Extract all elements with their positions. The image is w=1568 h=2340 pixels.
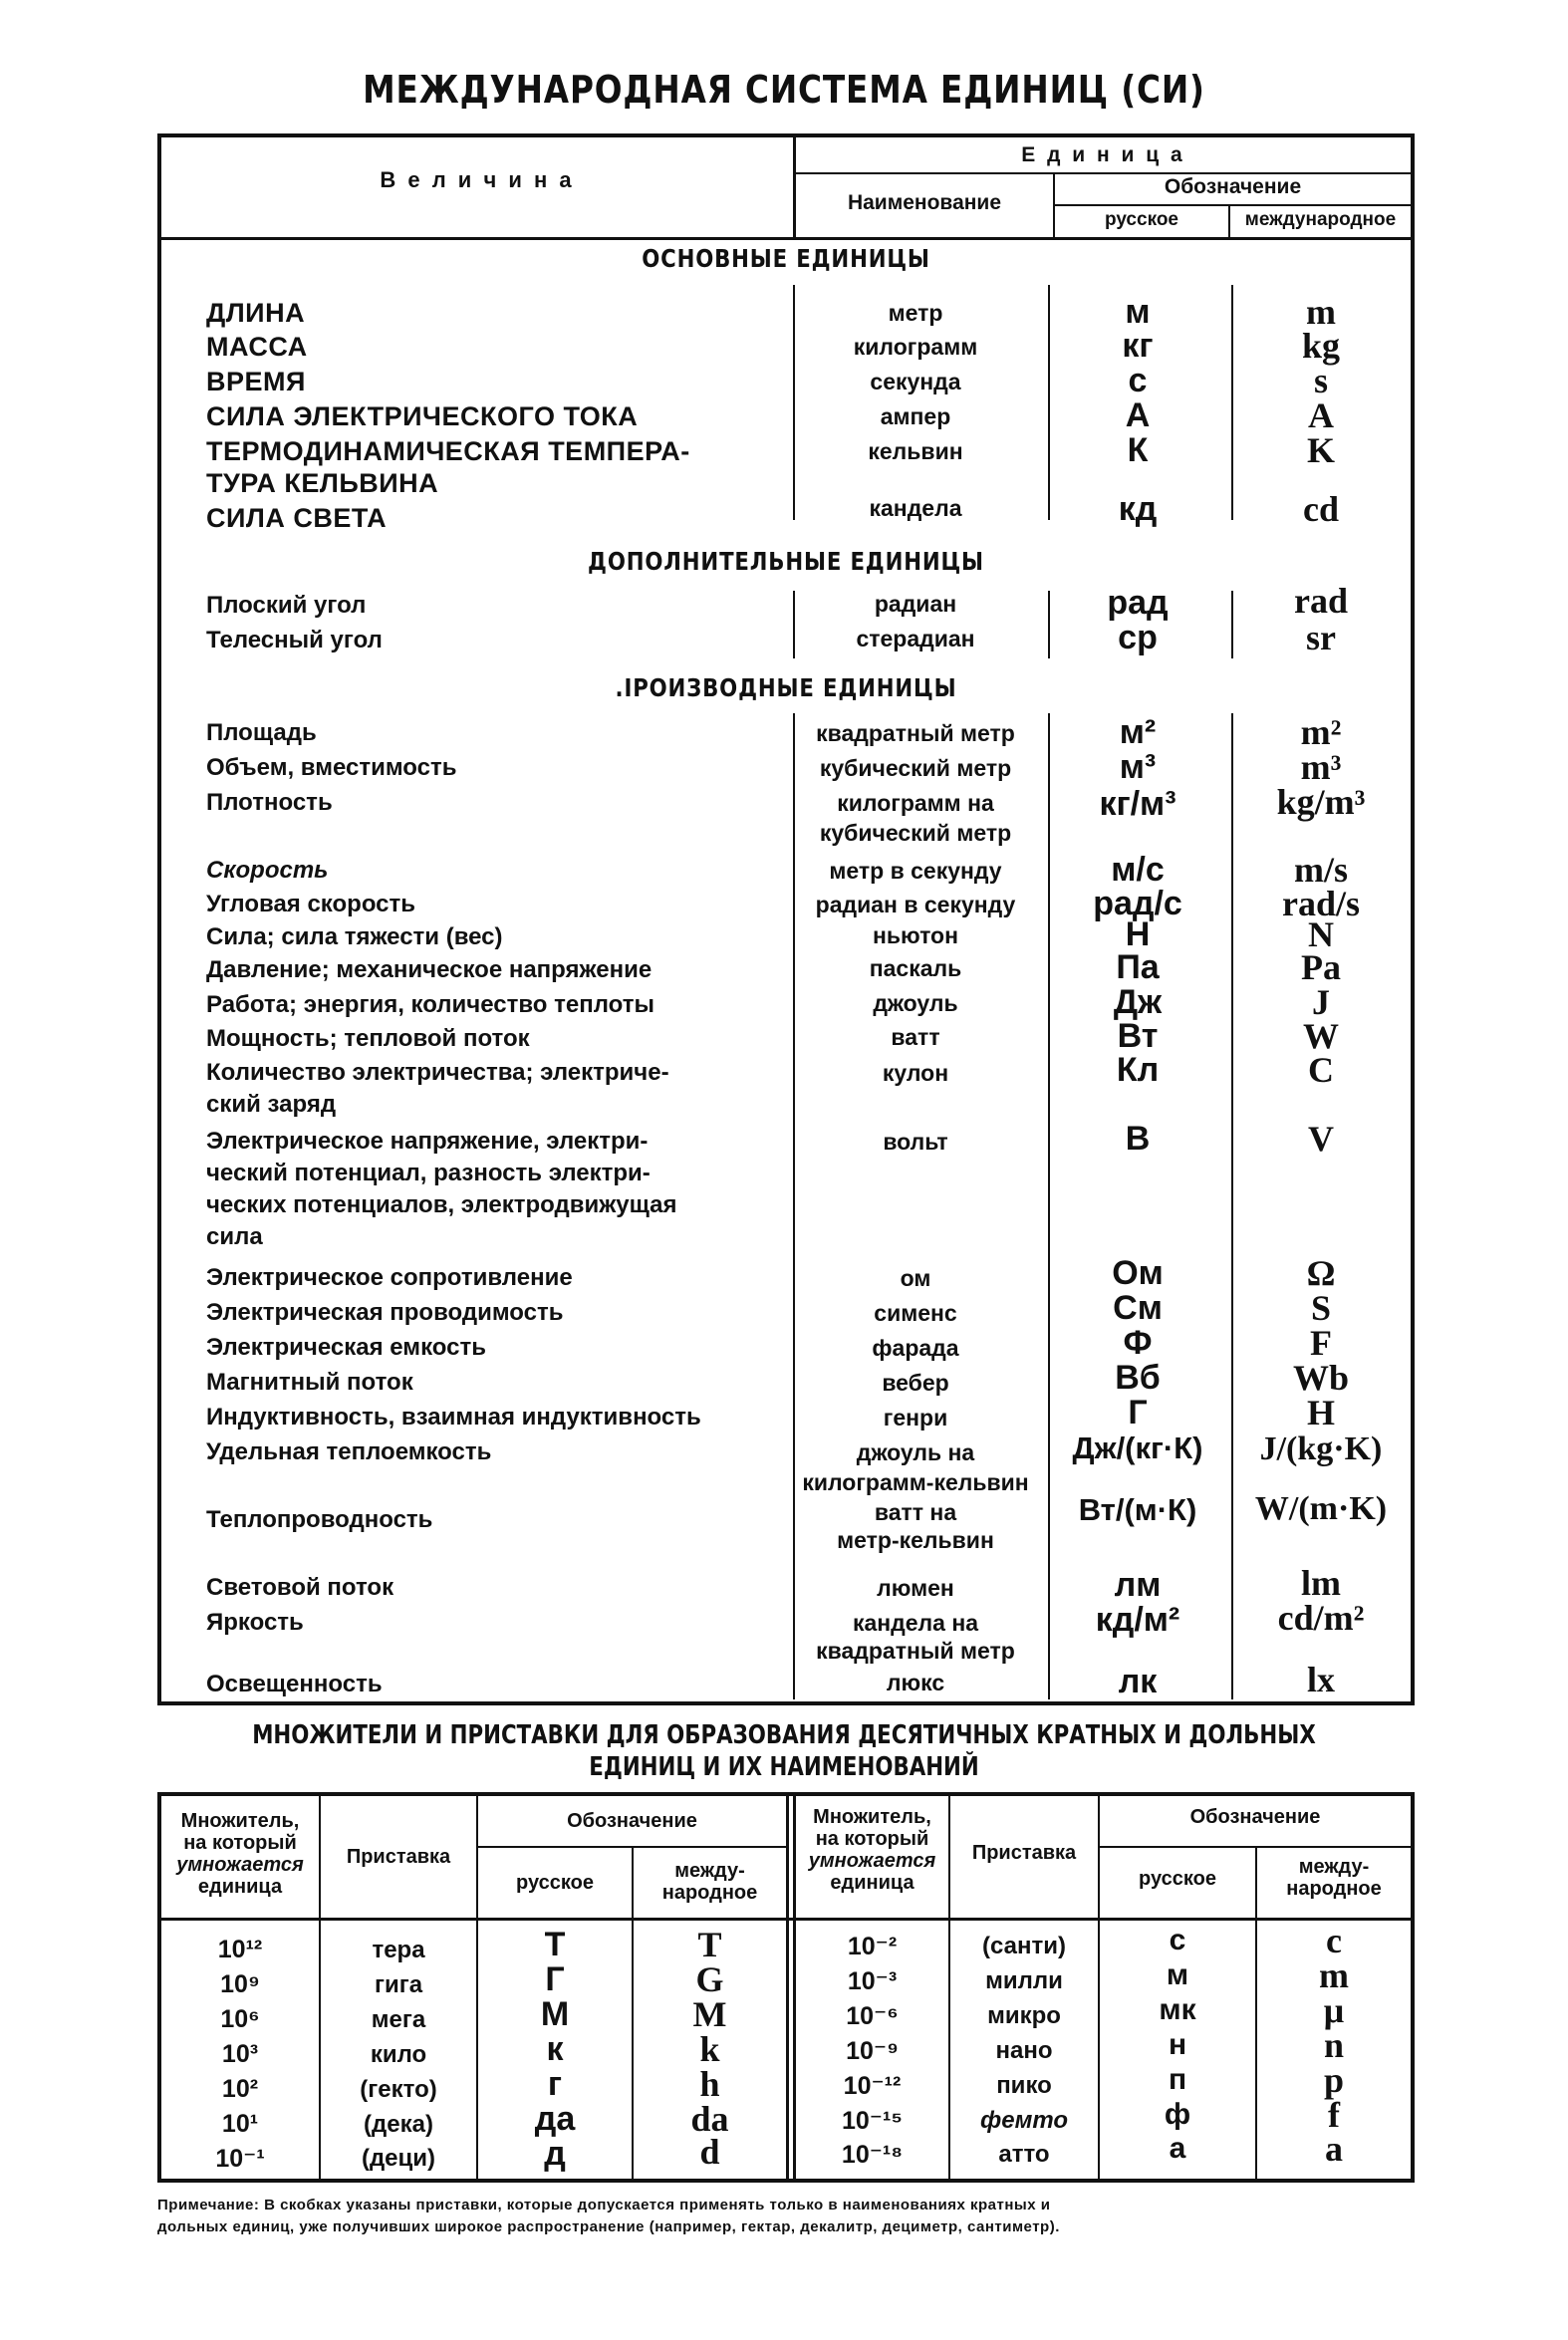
symbol-int-cell: S — [1310, 1288, 1332, 1328]
quantity-cell: Угловая скорость — [206, 891, 416, 917]
symbol-ru-cell: К — [1127, 431, 1149, 469]
symbol-ru-cell: Дж/(кг·К) — [1072, 1430, 1203, 1465]
footnote-line1: Примечание: В скобках указаны приставки, которые допускается применять только в наименованиях кратных и — [157, 2197, 1051, 2213]
quantity-cell: Объем, вместимость — [206, 754, 457, 781]
prefixes-title-line1: МНОЖИТЕЛИ И ПРИСТАВКИ ДЛЯ ОБРАЗОВАНИЯ ДЕСЯТИЧНЫХ КРАТНЫХ И ДОЛЬНЫХ — [252, 1720, 1316, 1750]
symbol-ru-cell: В — [1125, 1120, 1151, 1158]
symbol-ru-cell: кг — [1122, 327, 1154, 365]
multiplier-cell: 10¹ — [221, 2110, 259, 2138]
symbol-int-cell: m/s — [1294, 850, 1348, 890]
prefix-header-rule — [161, 1918, 1411, 1921]
multiplier-header — [161, 1810, 319, 1898]
prefix-header: Приставка — [346, 1846, 451, 1868]
symbol-ru-cell: лк — [1118, 1663, 1158, 1700]
unit-name-cell: кубический метр — [819, 755, 1012, 781]
quantity-cell: Освещенность — [206, 1671, 383, 1697]
symbol-int-cell: N — [1308, 914, 1334, 954]
designation-header-right: Обозначение — [1189, 1806, 1321, 1828]
prefix-cell: пико — [996, 2072, 1052, 2099]
unit-name-cell: люкс — [886, 1670, 945, 1695]
unit-name-cell: кулон — [882, 1060, 949, 1086]
symbol-int-cell: H — [1306, 1393, 1335, 1432]
quantity-cell: ТЕРМОДИНАМИЧЕСКАЯ ТЕМПЕРА- — [206, 436, 690, 466]
right-designation-rule — [1098, 1846, 1411, 1848]
symbol-ru-cell: м³ — [1119, 748, 1157, 786]
symbol-int-cell: A — [1308, 395, 1334, 435]
prefix-cell: тера — [372, 1937, 425, 1963]
symbol-int-cell: J/(kg·K) — [1259, 1430, 1383, 1467]
quantity-cell-cont: ТУРА КЕЛЬВИНА — [206, 468, 439, 498]
symbol-int-cell: da — [690, 2099, 729, 2139]
header-unit: Е д и н и ц а — [1021, 143, 1185, 166]
symbol-ru-cell: Дж — [1113, 983, 1163, 1021]
unit-name-cell-cont: метр-кельвин — [837, 1527, 994, 1553]
symbol-int-cell: μ — [1323, 1990, 1345, 2030]
unit-name-cell: ампер — [880, 403, 951, 429]
prefix-cell: гига — [374, 1971, 423, 1998]
multiplier-cell: 10⁻¹⁸ — [841, 2141, 904, 2169]
multiplier-header-line4: единица — [197, 1876, 283, 1898]
prefix-cell: мега — [371, 2006, 426, 2033]
symbol-ru-cell: Вт/(м·К) — [1078, 1492, 1197, 1527]
symbol-int-cell: sr — [1306, 618, 1336, 657]
unit-name-cell: радиан в секунду — [815, 892, 1016, 917]
symbol-int-cell: s — [1313, 361, 1328, 400]
symbol-ru-cell: Вб — [1115, 1359, 1161, 1397]
quantity-cell: Плоский угол — [206, 592, 367, 619]
quantity-cell: СИЛА ЭЛЕКТРИЧЕСКОГО ТОКА — [206, 401, 639, 431]
quantity-cell: Магнитный поток — [206, 1369, 413, 1396]
unit-name-cell: килограмм на — [837, 790, 994, 816]
prefix-cell: нано — [995, 2037, 1053, 2064]
unit-name-cell: ньютон — [872, 922, 958, 948]
symbol-ru-cell: м² — [1119, 713, 1157, 751]
international-header-line2: народное — [1286, 1878, 1382, 1900]
symbol-int-cell: d — [699, 2132, 720, 2172]
multiplier-header-right — [796, 1806, 948, 1894]
symbol-int-cell: p — [1323, 2060, 1345, 2100]
unit-name-cell-cont: килограмм-кельвин — [802, 1469, 1029, 1495]
quantity-cell: СИЛА СВЕТА — [206, 503, 388, 533]
left-designation-rule — [476, 1846, 786, 1848]
international-header-line2: народное — [661, 1882, 758, 1904]
unit-name-cell: фарада — [872, 1335, 959, 1361]
unit-name-cell: секунда — [870, 369, 961, 394]
quantity-cell-cont: ческий потенциал, разность электри- — [206, 1160, 651, 1186]
quantity-cell-cont: сила — [206, 1223, 263, 1250]
multiplier-cell: 10⁻¹ — [215, 2145, 265, 2173]
symbol-int-cell: cd — [1303, 489, 1339, 529]
symbol-ru-cell: ф — [1164, 2098, 1191, 2131]
multiplier-cell: 10⁻⁶ — [846, 2002, 899, 2030]
prefix-cell: (деци) — [361, 2145, 436, 2172]
symbol-int-cell: lm — [1301, 1563, 1341, 1603]
unit-name-cell-cont: кубический метр — [819, 820, 1012, 846]
unit-name-cell: джоуль — [873, 990, 958, 1016]
header-rule-designation — [1055, 204, 1411, 206]
symbol-int-cell: n — [1323, 2025, 1345, 2065]
symbol-int-cell: m² — [1300, 712, 1342, 752]
header-rule-unit — [796, 172, 1411, 174]
header-designation: Обозначение — [1164, 175, 1302, 198]
prefix-cell: фемто — [979, 2107, 1069, 2134]
unit-name-cell: ом — [900, 1265, 931, 1291]
symbol-ru-cell: с — [1128, 362, 1148, 399]
symbol-int-cell: rad — [1294, 581, 1348, 621]
symbol-int-cell: m — [1319, 1955, 1349, 1995]
multiplier-header-line1: Множитель, — [813, 1806, 931, 1828]
international-header-line1: между- — [674, 1860, 745, 1882]
prefix-cell: (дека) — [364, 2111, 433, 2138]
prefix-cell: (санти) — [982, 1933, 1066, 1959]
symbol-ru-cell: См — [1113, 1289, 1163, 1327]
quantity-cell: Плотность — [206, 789, 333, 816]
symbol-int-cell: Ω — [1306, 1253, 1336, 1293]
si-units-table — [157, 133, 1415, 1705]
multiplier-cell: 10¹² — [217, 1936, 263, 1963]
quantity-cell: ВРЕМЯ — [206, 367, 306, 396]
quantity-cell: Площадь — [206, 719, 317, 746]
symbol-ru-cell: рад — [1107, 584, 1169, 622]
unit-name-cell: вебер — [882, 1370, 949, 1396]
prefix-cell: атто — [998, 2141, 1050, 2168]
prefixes-title-line2: ЕДИНИЦ И ИХ НАИМЕНОВАНИЙ — [589, 1752, 979, 1782]
symbol-ru-cell: мк — [1159, 1993, 1196, 2026]
symbol-ru-cell: М — [540, 1995, 570, 2033]
multiplier-cell: 10³ — [221, 2040, 259, 2068]
quantity-cell: Индуктивность, взаимная индуктивность — [206, 1404, 701, 1430]
unit-name-cell: кандела на — [852, 1610, 979, 1636]
symbol-ru-cell: Ф — [1123, 1324, 1153, 1362]
symbol-ru-cell: А — [1125, 396, 1151, 434]
header-name: Наименование — [847, 191, 1002, 214]
quantity-cell: Электрическое напряжение, электри- — [206, 1128, 649, 1155]
unit-name-cell: сименс — [874, 1300, 957, 1326]
symbol-int-cell: kg — [1301, 326, 1341, 366]
symbol-ru-cell: ср — [1118, 619, 1158, 656]
symbol-ru-cell: д — [544, 2135, 566, 2173]
symbol-int-cell: W/(m·K) — [1254, 1490, 1388, 1527]
symbol-int-cell: k — [699, 2029, 720, 2069]
quantity-cell: Электрическое сопротивление — [206, 1264, 573, 1291]
quantity-cell: Мощность; тепловой поток — [206, 1025, 530, 1052]
symbol-ru-cell: да — [534, 2100, 576, 2138]
multiplier-cell: 10⁻³ — [847, 1967, 898, 1995]
designation-header: Обозначение — [567, 1810, 697, 1832]
header-international: международное — [1244, 209, 1397, 230]
section-derived-units: .ІРОИЗВОДНЫЕ ЕДИНИЦЫ — [615, 673, 957, 702]
symbol-ru-cell: Вт — [1117, 1017, 1159, 1055]
symbol-int-cell: F — [1310, 1323, 1332, 1363]
prefix-cell: (гекто) — [360, 2076, 437, 2103]
symbol-ru-cell: п — [1168, 2063, 1187, 2096]
quantity-cell: Сила; сила тяжести (вес) — [206, 923, 503, 950]
prefixes-table — [157, 1792, 1415, 2183]
unit-name-cell: вольт — [883, 1129, 948, 1155]
symbol-int-cell: c — [1326, 1921, 1342, 1960]
symbol-ru-cell: лм — [1114, 1566, 1162, 1604]
section-base-units: ОСНОВНЫЕ ЕДИНИЦЫ — [642, 244, 930, 273]
unit-name-cell: паскаль — [869, 955, 962, 981]
symbol-ru-cell: Па — [1116, 948, 1160, 986]
unit-name-cell: люмен — [877, 1575, 954, 1601]
symbol-ru-cell: кд/м² — [1095, 1601, 1180, 1639]
symbol-int-cell: Wb — [1292, 1358, 1350, 1398]
quantity-cell: ДЛИНА — [206, 298, 306, 328]
quantity-cell: Скорость — [206, 857, 329, 884]
symbol-ru-cell: г — [547, 2065, 563, 2103]
symbol-int-cell: C — [1308, 1050, 1334, 1090]
unit-name-cell: метр — [888, 300, 943, 326]
unit-name-cell-cont: квадратный метр — [816, 1638, 1015, 1664]
quantity-cell: Световой поток — [206, 1574, 394, 1601]
quantity-cell: МАССА — [206, 332, 308, 362]
symbol-ru-cell: кг/м³ — [1099, 785, 1176, 823]
multiplier-header-line1: Множитель, — [180, 1810, 300, 1832]
symbol-int-cell: a — [1325, 2129, 1343, 2169]
multiplier-cell: 10² — [221, 2075, 259, 2103]
symbol-int-cell: T — [697, 1925, 722, 1964]
header-russian: русское — [1104, 209, 1178, 230]
symbol-ru-cell: м — [1125, 293, 1151, 331]
multiplier-header-line2: на который — [815, 1828, 929, 1850]
symbol-ru-cell: Кл — [1116, 1051, 1160, 1089]
symbol-ru-cell: Г — [1128, 1394, 1148, 1431]
header-bottom-rule — [161, 237, 1411, 240]
multiplier-header-line4: единица — [830, 1872, 915, 1894]
multiplier-cell: 10⁶ — [220, 2005, 260, 2033]
quantity-cell: Работа; энергия, количество теплоты — [206, 991, 654, 1018]
symbol-int-cell: m³ — [1300, 747, 1342, 787]
unit-name-cell: кельвин — [868, 438, 963, 464]
center-divider-a — [786, 1796, 789, 2179]
symbol-ru-cell: н — [1168, 2028, 1187, 2061]
unit-name-cell: ватт — [891, 1024, 940, 1050]
quantity-cell: Давление; механическое напряжение — [206, 956, 653, 983]
unit-name-cell: радиан — [874, 591, 957, 617]
multiplier-cell: 10⁻² — [847, 1933, 898, 1960]
symbol-int-cell: V — [1308, 1119, 1334, 1159]
prefix-cell: микро — [987, 2002, 1061, 2029]
prefix-header-right: Приставка — [971, 1842, 1077, 1864]
unit-name-cell: килограмм — [853, 334, 978, 360]
russian-header: русское — [516, 1872, 594, 1894]
section-supplementary-units: ДОПОЛНИТЕЛЬНЫЕ ЕДИНИЦЫ — [588, 547, 984, 576]
unit-name-cell: стерадиан — [856, 626, 975, 651]
multiplier-cell: 10⁻¹² — [843, 2072, 902, 2100]
multiplier-cell: 10⁹ — [220, 1970, 260, 1998]
symbol-ru-cell: Ом — [1112, 1254, 1164, 1292]
symbol-int-cell: W — [1303, 1016, 1339, 1056]
quantity-cell: Телесный угол — [206, 627, 383, 653]
symbol-int-cell: kg/m³ — [1276, 782, 1366, 822]
symbol-int-cell: G — [695, 1959, 724, 1999]
symbol-ru-cell: кд — [1118, 490, 1158, 528]
symbol-int-cell: f — [1328, 2095, 1340, 2135]
symbol-int-cell: m — [1306, 292, 1336, 332]
symbol-ru-cell: с — [1169, 1924, 1186, 1956]
symbol-ru-cell: а — [1169, 2132, 1186, 2165]
multiplier-cell: 10⁻⁹ — [846, 2037, 899, 2065]
international-header-line1: между- — [1298, 1856, 1370, 1878]
unit-name-cell: квадратный метр — [816, 720, 1015, 746]
page-title: МЕЖДУНАРОДНАЯ СИСТЕМА ЕДИНИЦ (СИ) — [363, 68, 1205, 112]
multiplier-header-line2: на который — [183, 1832, 297, 1854]
unit-name-cell: ватт на — [874, 1499, 957, 1525]
symbol-ru-cell: м/с — [1111, 851, 1165, 889]
symbol-int-cell: K — [1306, 430, 1335, 470]
quantity-cell: Электрическая емкость — [206, 1334, 486, 1361]
russian-header-right: русское — [1139, 1868, 1216, 1890]
quantity-cell: Теплопроводность — [206, 1506, 433, 1533]
symbol-ru-cell: Г — [545, 1960, 565, 1998]
international-header-right — [1257, 1856, 1411, 1900]
quantity-cell: Количество электричества; электриче- — [206, 1059, 669, 1086]
quantity-cell: Яркость — [206, 1609, 304, 1636]
symbol-int-cell: rad/s — [1281, 884, 1360, 923]
prefix-cell: кило — [370, 2041, 427, 2068]
quantity-cell-cont: ческих потенциалов, электродвижущая — [206, 1191, 677, 1218]
symbol-int-cell: lx — [1306, 1660, 1335, 1699]
prefix-cell: милли — [985, 1967, 1063, 1994]
symbol-ru-cell: к — [546, 2030, 564, 2068]
header-quantity: В е л и ч и н а — [380, 167, 575, 192]
footnote — [157, 2195, 1415, 2238]
unit-name-cell: кандела — [869, 495, 962, 521]
symbol-ru-cell: рад/с — [1093, 885, 1182, 922]
multiplier-header-line3: умножается — [808, 1850, 936, 1872]
symbol-int-cell: h — [699, 2064, 720, 2104]
symbol-int-cell: J — [1312, 982, 1330, 1022]
symbol-ru-cell: Т — [544, 1926, 566, 1963]
quantity-cell: Удельная теплоемкость — [206, 1438, 492, 1465]
multiplier-header-line3: умножается — [176, 1854, 304, 1876]
symbol-int-cell: Pa — [1301, 947, 1341, 987]
unit-name-cell: джоуль на — [856, 1439, 975, 1465]
symbol-ru-cell: Н — [1125, 915, 1151, 953]
international-header — [634, 1860, 786, 1904]
symbol-int-cell: cd/m² — [1277, 1598, 1365, 1638]
quantity-cell: Электрическая проводимость — [206, 1299, 564, 1326]
multiplier-cell: 10⁻¹⁵ — [841, 2107, 904, 2135]
footnote-line2: дольных единиц, уже получивших широкое распространение (например, гектар, декалитр, дециметр, сантиметр). — [157, 2218, 1060, 2235]
quantity-cell-cont: ский заряд — [206, 1091, 337, 1118]
unit-name-cell: генри — [883, 1405, 948, 1430]
symbol-ru-cell: м — [1166, 1958, 1189, 1991]
symbol-int-cell: M — [692, 1994, 727, 2034]
unit-name-cell: метр в секунду — [829, 858, 1002, 884]
